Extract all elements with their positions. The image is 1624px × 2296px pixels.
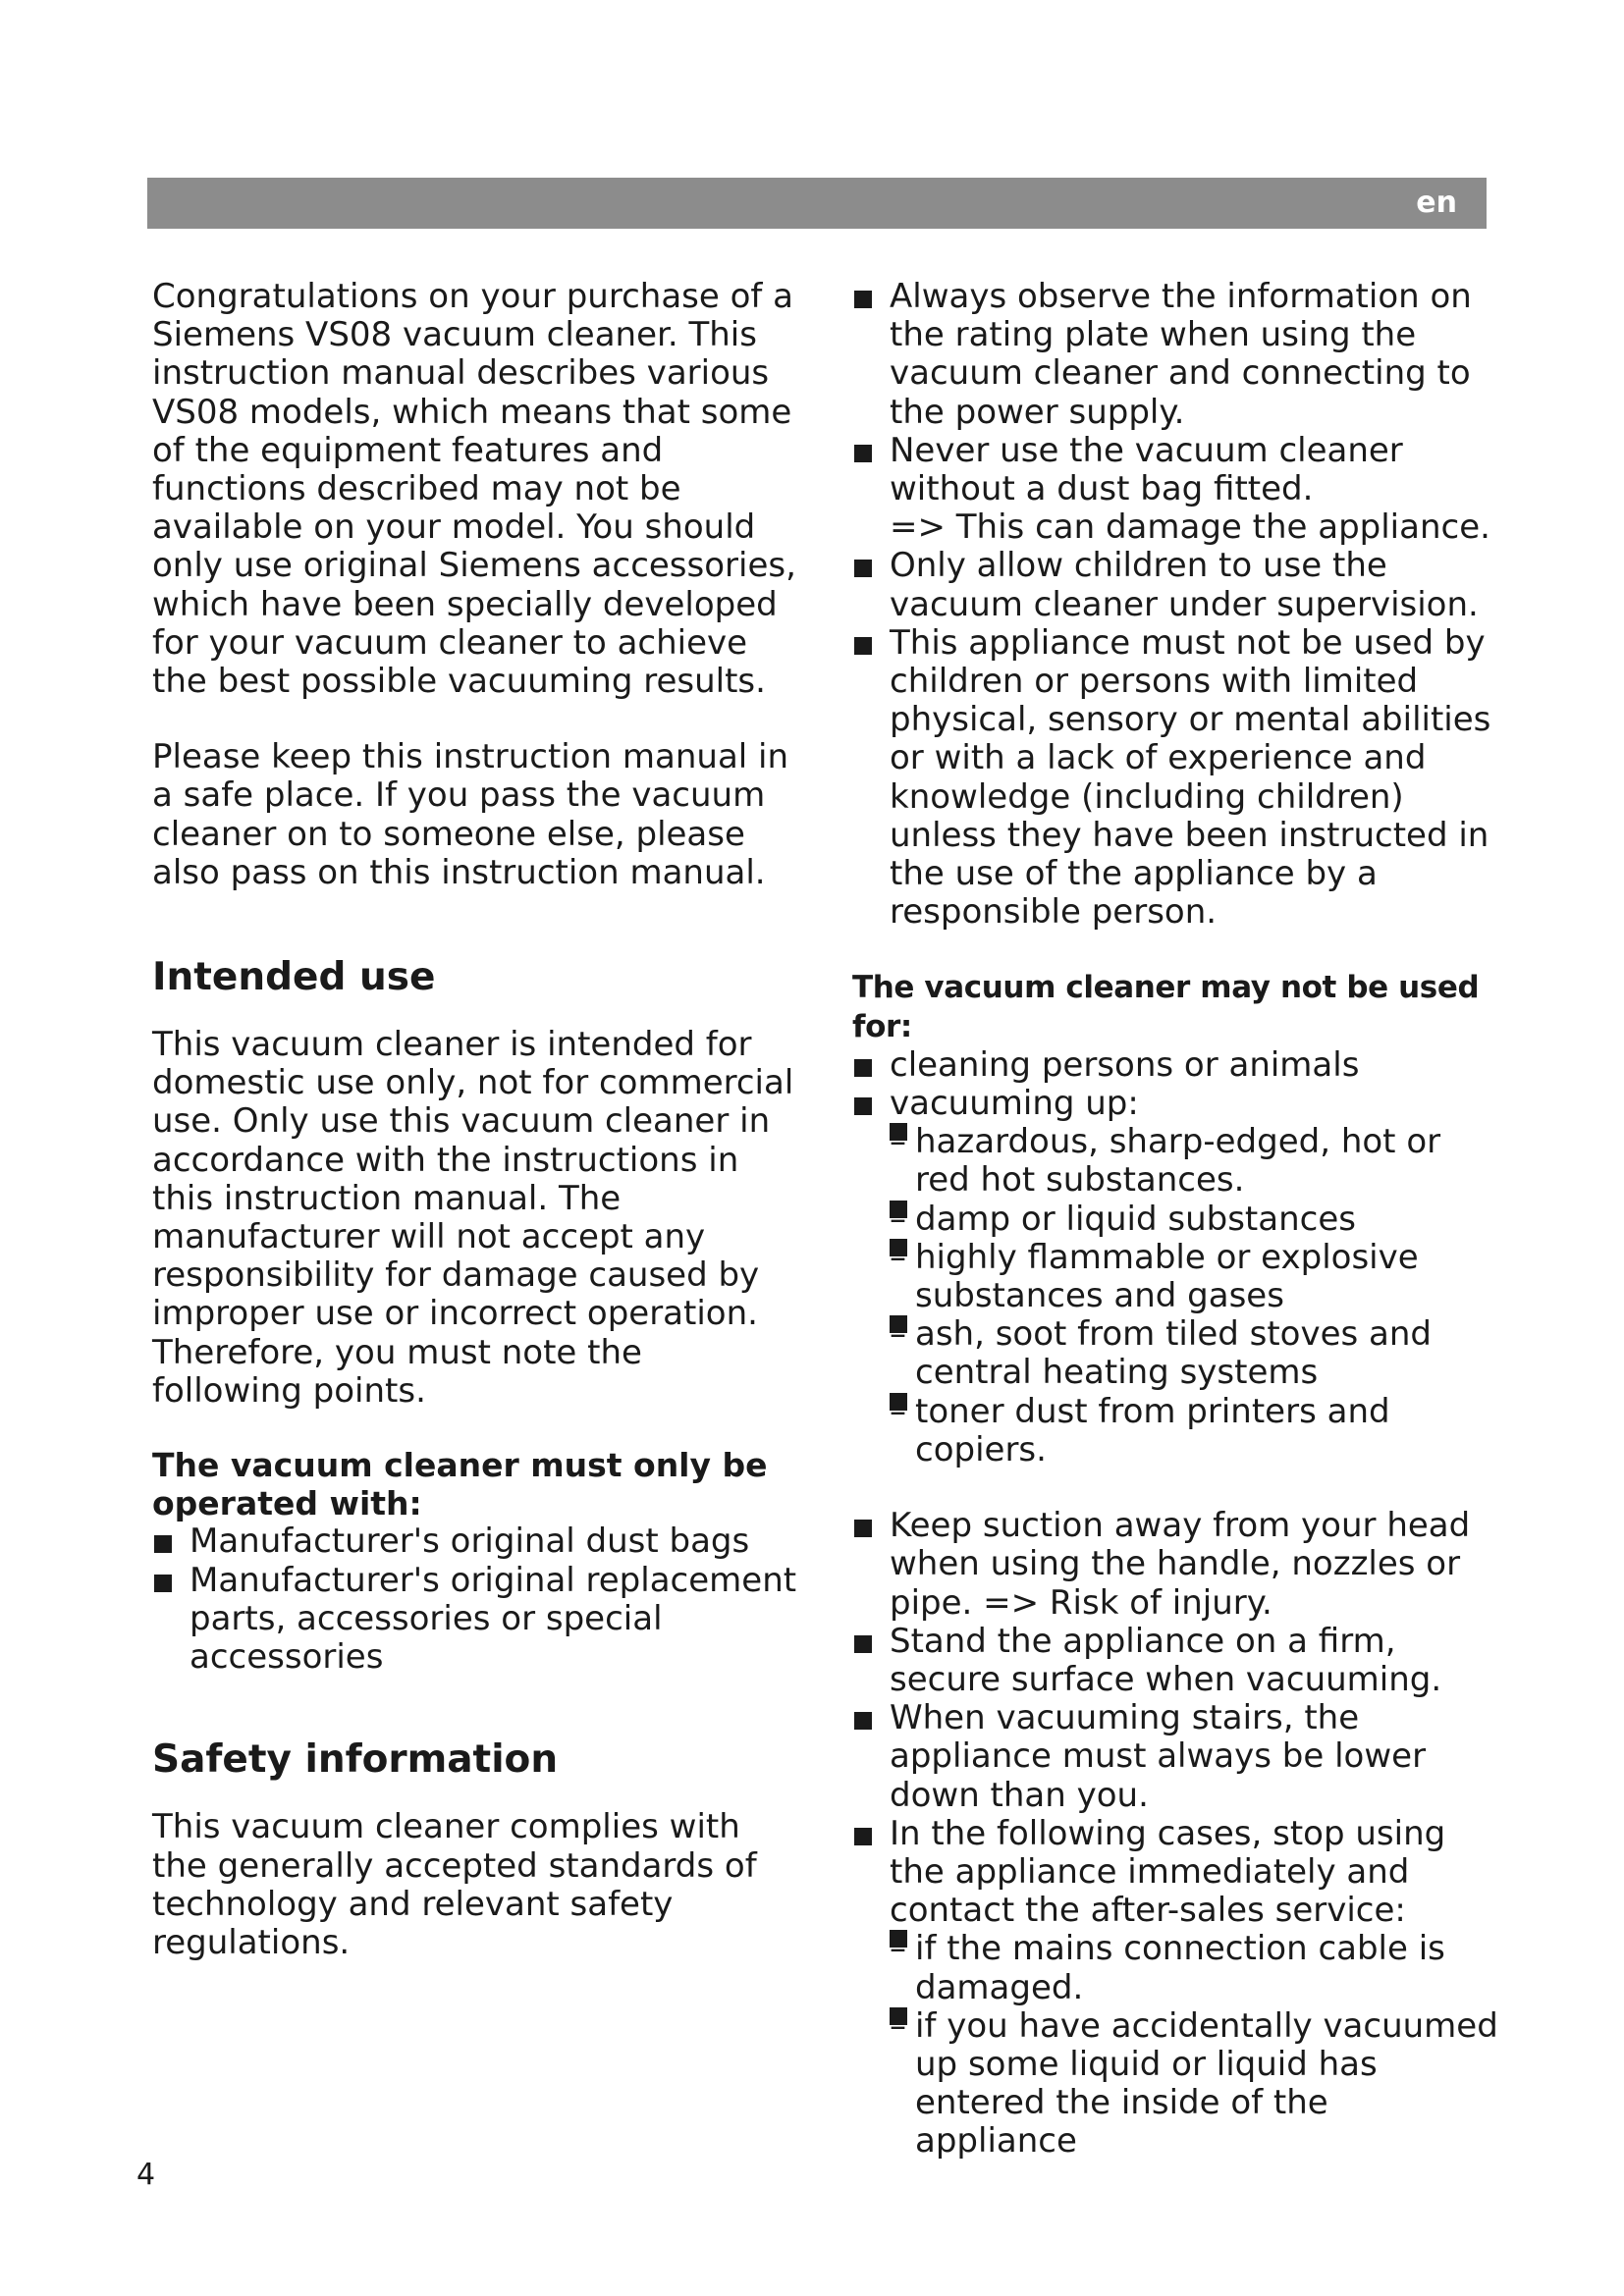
hazard-item: – damp or liquid substances <box>890 1201 1500 1239</box>
safety-information-heading: Safety information <box>152 1737 559 1783</box>
keep-manual-paragraph: Please keep this instruction manual in a safe place. If you pass the vacuum cleaner on to someone else, please also pass on this instruction manual. <box>152 737 789 892</box>
intended-use-text: This vacuum cleaner is intended for domestic use only, not for commercial use. Only use this vacuum cleaner in accordance with the instructions in this instruction manual. The manufacturer will not accept any responsibility for damage caused by improper use or incorrect operation. Therefore, you must note the following points. <box>152 1025 794 1411</box>
stop-using-rule: In the following cases, stop using the appliance immediately and contact the after-sales service: <box>890 1813 1446 1931</box>
vacuuming-up-label: vacuuming up: <box>890 1084 1139 1124</box>
intro-paragraph: Congratulations on your purchase of a Siemens VS08 vacuum cleaner. This instruction manual describes various VS08 models, which means that some of the equipment features and functions described may not be available on your model. You should only use original Siemens accessories, which have been specially developed for your vacuum cleaner to achieve the best possible vacuuming results. <box>152 277 796 702</box>
header-bar <box>147 178 1487 229</box>
list-item: Keep suction away from your head when using the handle, nozzles or pipe. => Risk of injury. <box>852 1507 1500 1623</box>
stop-cases-list <box>890 1930 1500 2161</box>
list-item: cleaning persons or animals <box>852 1046 1500 1085</box>
safety-rules-list <box>852 278 1500 932</box>
operated-with-list <box>152 1522 800 1677</box>
list-item: This appliance must not be used by children or persons with limited physical, sensory or mental abilities or with a lack of experience and knowledge (including children) unless they have been instructed in the use of the appliance by a responsible person. <box>852 624 1500 933</box>
list-item: When vacuuming stairs, the appliance must always be lower down than you. <box>852 1699 1500 1815</box>
language-tag: en <box>1416 186 1457 220</box>
hazard-item: – hazardous, sharp-edged, hot or red hot substances. <box>890 1123 1500 1200</box>
right-column <box>852 278 1500 2162</box>
must-only-be-operated-heading: The vacuum cleaner must only be operated with: <box>152 1446 768 1523</box>
list-item: Stand the appliance on a firm, secure surface when vacuuming. <box>852 1623 1500 1699</box>
list-item: Only allow children to use the vacuum cleaner under supervision. <box>852 547 1500 623</box>
dust-bag-rule: Never use the vacuum cleaner without a dust bag fitted. <box>890 430 1403 509</box>
hazard-item: – ash, soot from tiled stoves and central heating systems <box>890 1315 1500 1392</box>
list-item <box>852 1085 1500 1469</box>
hazard-item: – toner dust from printers and copiers. <box>890 1393 1500 1469</box>
safety-information-text: This vacuum cleaner complies with the generally accepted standards of technology and relevant safety regulations. <box>152 1807 757 1962</box>
list-item <box>852 1815 1500 2162</box>
list-item: Manufacturer's original dust bags <box>152 1522 800 1561</box>
stop-case-item: – if the mains connection cable is damaged. <box>890 1930 1500 2006</box>
stop-case-item: – if you have accidentally vacuumed up some liquid or liquid has entered the inside of the appliance <box>890 2007 1500 2162</box>
not-used-for-list <box>852 1046 1500 1469</box>
list-item: Always observe the information on the rating plate when using the vacuum cleaner and connecting to the power supply. <box>852 278 1500 432</box>
may-not-be-used-heading: The vacuum cleaner may not be used for: <box>852 970 1480 1044</box>
left-column <box>152 278 800 1962</box>
intended-use-heading: Intended use <box>152 955 436 1000</box>
damage-note: => This can damage the appliance. <box>890 507 1490 548</box>
usage-rules-list <box>852 1507 1500 2161</box>
list-item <box>852 432 1500 548</box>
hazard-item: – highly flammable or explosive substances and gases <box>890 1239 1500 1315</box>
hazard-list <box>890 1123 1500 1469</box>
page-number: 4 <box>136 2158 156 2192</box>
list-item: Manufacturer's original replacement parts, accessories or special accessories <box>152 1562 800 1678</box>
